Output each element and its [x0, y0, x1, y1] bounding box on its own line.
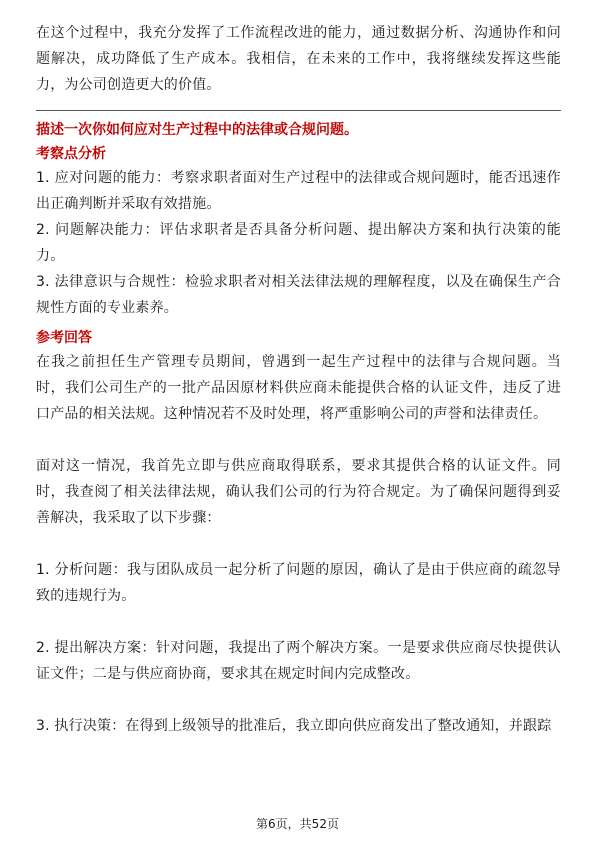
paragraph-gap [36, 609, 561, 635]
answer-step-1: 1. 分析问题：我与团队成员一起分析了问题的原因，确认了是由于供应商的疏忽导致的违规行为。 [36, 562, 561, 604]
analysis-point-3: 3. 法律意识与合规性：检验求职者对相关法律法规的理解程度，以及在确保生产合规性方面的专业素养。 [36, 274, 561, 316]
section-divider [36, 110, 561, 111]
answer-title: 参考回答 [36, 330, 92, 346]
analysis-point-1: 1. 应对问题的能力：考察求职者面对生产过程中的法律或合规问题时，能否迅速作出正确判断并采取有效措施。 [36, 170, 561, 212]
page-footer: 第6页，共52页 [256, 817, 339, 831]
intro-paragraph: 在这个过程中，我充分发挥了工作流程改进的能力，通过数据分析、沟通协作和问题解决，成功降低了生产成本。我相信，在未来的工作中，我将继续发挥这些能力，为公司创造更大的价值。 [36, 25, 561, 93]
document-page [36, 20, 561, 739]
paragraph-gap [36, 427, 561, 453]
answer-step-3: 3. 执行决策：在得到上级领导的批准后，我立即向供应商发出了整改通知，并跟踪 [36, 718, 552, 734]
analysis-point-2: 2. 问题解决能力：评估求职者是否具备分析问题、提出解决方案和执行决策的能力。 [36, 222, 561, 264]
answer-paragraph-1: 在我之前担任生产管理专员期间，曾遇到一起生产过程中的法律与合规问题。当时，我们公司生产的一批产品因原材料供应商未能提供合格的认证文件，违反了进口产品的相关法规。这种情况若不及时处理，将严重影响公司的声誉和法律责任。 [36, 354, 561, 422]
paragraph-gap [36, 687, 561, 713]
analysis-title: 考察点分析 [36, 146, 106, 162]
answer-paragraph-2: 面对这一情况，我首先立即与供应商取得联系，要求其提供合格的认证文件。同时，我查阅了相关法律法规，确认我们公司的行为符合规定。为了确保问题得到妥善解决，我采取了以下步骤： [36, 458, 561, 526]
question-heading: 描述一次你如何应对生产过程中的法律或合规问题。 [36, 122, 358, 138]
answer-step-2: 2. 提出解决方案：针对问题，我提出了两个解决方案。一是要求供应商尽快提供认证文件；二是与供应商协商，要求其在规定时间内完成整改。 [36, 640, 561, 682]
paragraph-gap [36, 531, 561, 557]
